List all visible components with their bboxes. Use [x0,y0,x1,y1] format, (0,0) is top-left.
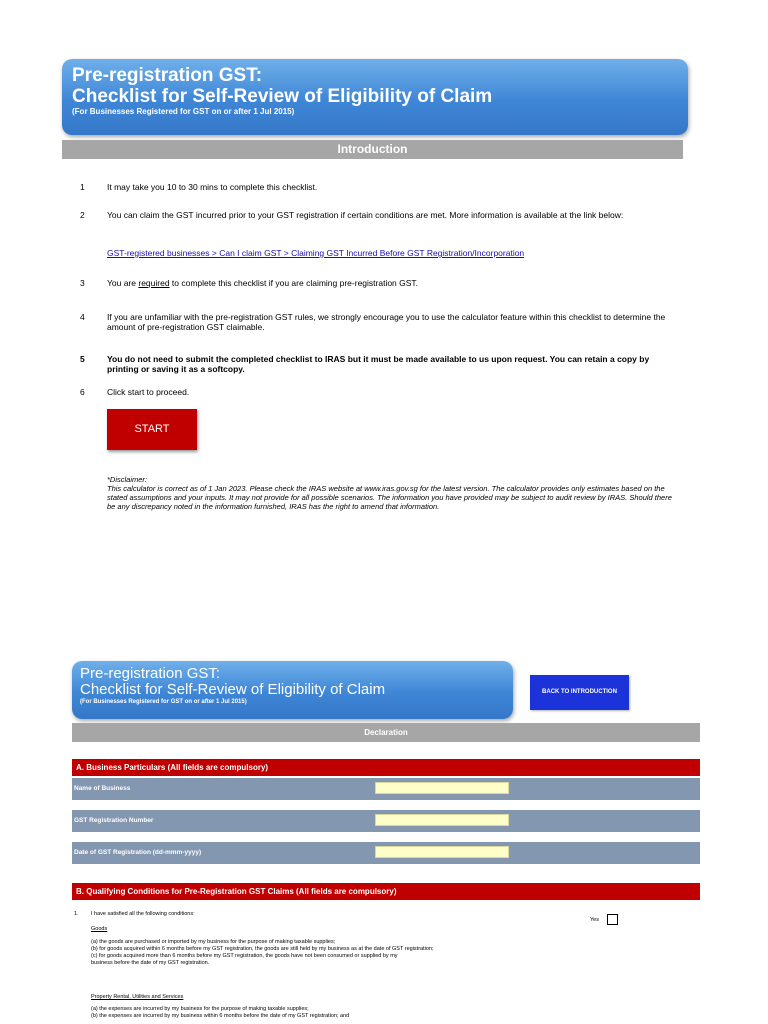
declaration-header-banner [72,661,513,719]
services-condition-a: (a) the expenses are incurred by my business for the purpose of making taxable supplies; [91,1006,309,1012]
item-number: 1 [80,182,85,192]
business-name-input[interactable] [375,782,509,794]
page-title-line1: Pre-registration GST: [72,65,263,86]
question-text: I have satisfied all the following conditions: [91,911,195,917]
item-text-part: You are [107,278,139,288]
goods-condition-b: (b) for goods acquired within 6 months before my GST registration, the goods are still held by my business as at the date of GST registration; [91,946,434,952]
item-text-part: to complete this checklist if you are claiming pre-registration GST. [169,278,419,288]
goods-condition-a: (a) the goods are purchased or imported by my business for the purpose of making taxable supplies; [91,939,336,945]
gst-registration-number-input[interactable] [375,814,509,826]
section-a-header: A. Business Particulars (All fields are compulsory) [72,759,700,776]
item-text: Click start to proceed. [107,387,190,397]
page-subtitle: (For Businesses Registered for GST on or after 1 Jul 2015) [72,107,295,116]
goods-condition-c-cont: business before the date of my GST registration. [91,960,210,966]
back-to-introduction-button[interactable]: BACK TO INTRODUCTION [530,675,629,710]
field-row-gst-number [72,810,700,832]
item-number: 2 [80,210,85,220]
section-title-declaration: Declaration [72,723,700,742]
services-title: Property Rental, Utilities and Services [91,994,184,1000]
gst-registration-date-input[interactable] [375,846,509,858]
item-number: 6 [80,387,85,397]
field-label: Name of Business [74,785,131,792]
page-subtitle: (For Businesses Registered for GST on or after 1 Jul 2015) [80,699,247,705]
page-header-banner [62,59,688,135]
item-text: You do not need to submit the completed checklist to IRAS but it must be made available to us upon request. You can retain a copy by printing or saving it as a softcopy. [107,354,650,374]
section-title-introduction: Introduction [62,140,683,159]
yes-label: Yes [590,917,599,923]
item-number: 3 [80,278,85,288]
item-text: It may take you 10 to 30 mins to complete this checklist. [107,182,318,192]
yes-checkbox[interactable] [607,914,618,925]
page-title-line1: Pre-registration GST: [80,665,221,682]
field-row-business-name [72,778,700,800]
disclaimer [107,475,677,511]
required-emphasis: required [138,278,170,288]
item-text: You can claim the GST incurred prior to your GST registration if certain conditions are met. More information is available at the link below: [107,210,624,220]
goods-condition-c: (c) for goods acquired more than 6 months before my GST registration, the goods have not been consumed or supplied by my [91,953,398,959]
iras-info-link[interactable]: GST-registered businesses > Can I claim GST > Claiming GST Incurred Before GST Registration/Incorporation [107,248,525,258]
item-text: If you are unfamiliar with the pre-registration GST rules, we strongly encourage you to use the calculator feature within this checklist to determine the amount of pre-registration GST claimable. [107,312,666,332]
disclaimer-text: This calculator is correct as of 1 Jan 2023. Please check the IRAS website at www.iras.gov.sg for the latest version. The calculator provides only estimates based on the stated assumptions and your inputs. It may not provide for all possible scenarios. The information you have provided may be subject to audit review by IRAS. Should there be any discrepancy noted in the information furnished, IRAS has the right to amend that information. [107,484,672,511]
field-label: Date of GST Registration (dd-mmm-yyyy) [74,849,202,856]
section-b-header: B. Qualifying Conditions for Pre-Registration GST Claims (All fields are compulsory) [72,883,700,900]
question-number: 1. [74,911,79,917]
goods-title: Goods [91,926,108,932]
field-row-gst-date [72,842,700,864]
page-title-line2: Checklist for Self-Review of Eligibility of Claim [72,86,493,107]
item-text [107,278,667,288]
field-label: GST Registration Number [74,817,154,824]
page-title-line2: Checklist for Self-Review of Eligibility of Claim [80,681,386,698]
item-number: 4 [80,312,85,322]
disclaimer-title: *Disclaimer: [107,475,148,484]
start-button[interactable]: START [107,409,197,450]
item-number: 5 [80,354,85,364]
services-condition-b: (b) the expenses are incurred by my business within 6 months before the date of my GST registration; and [91,1013,350,1019]
